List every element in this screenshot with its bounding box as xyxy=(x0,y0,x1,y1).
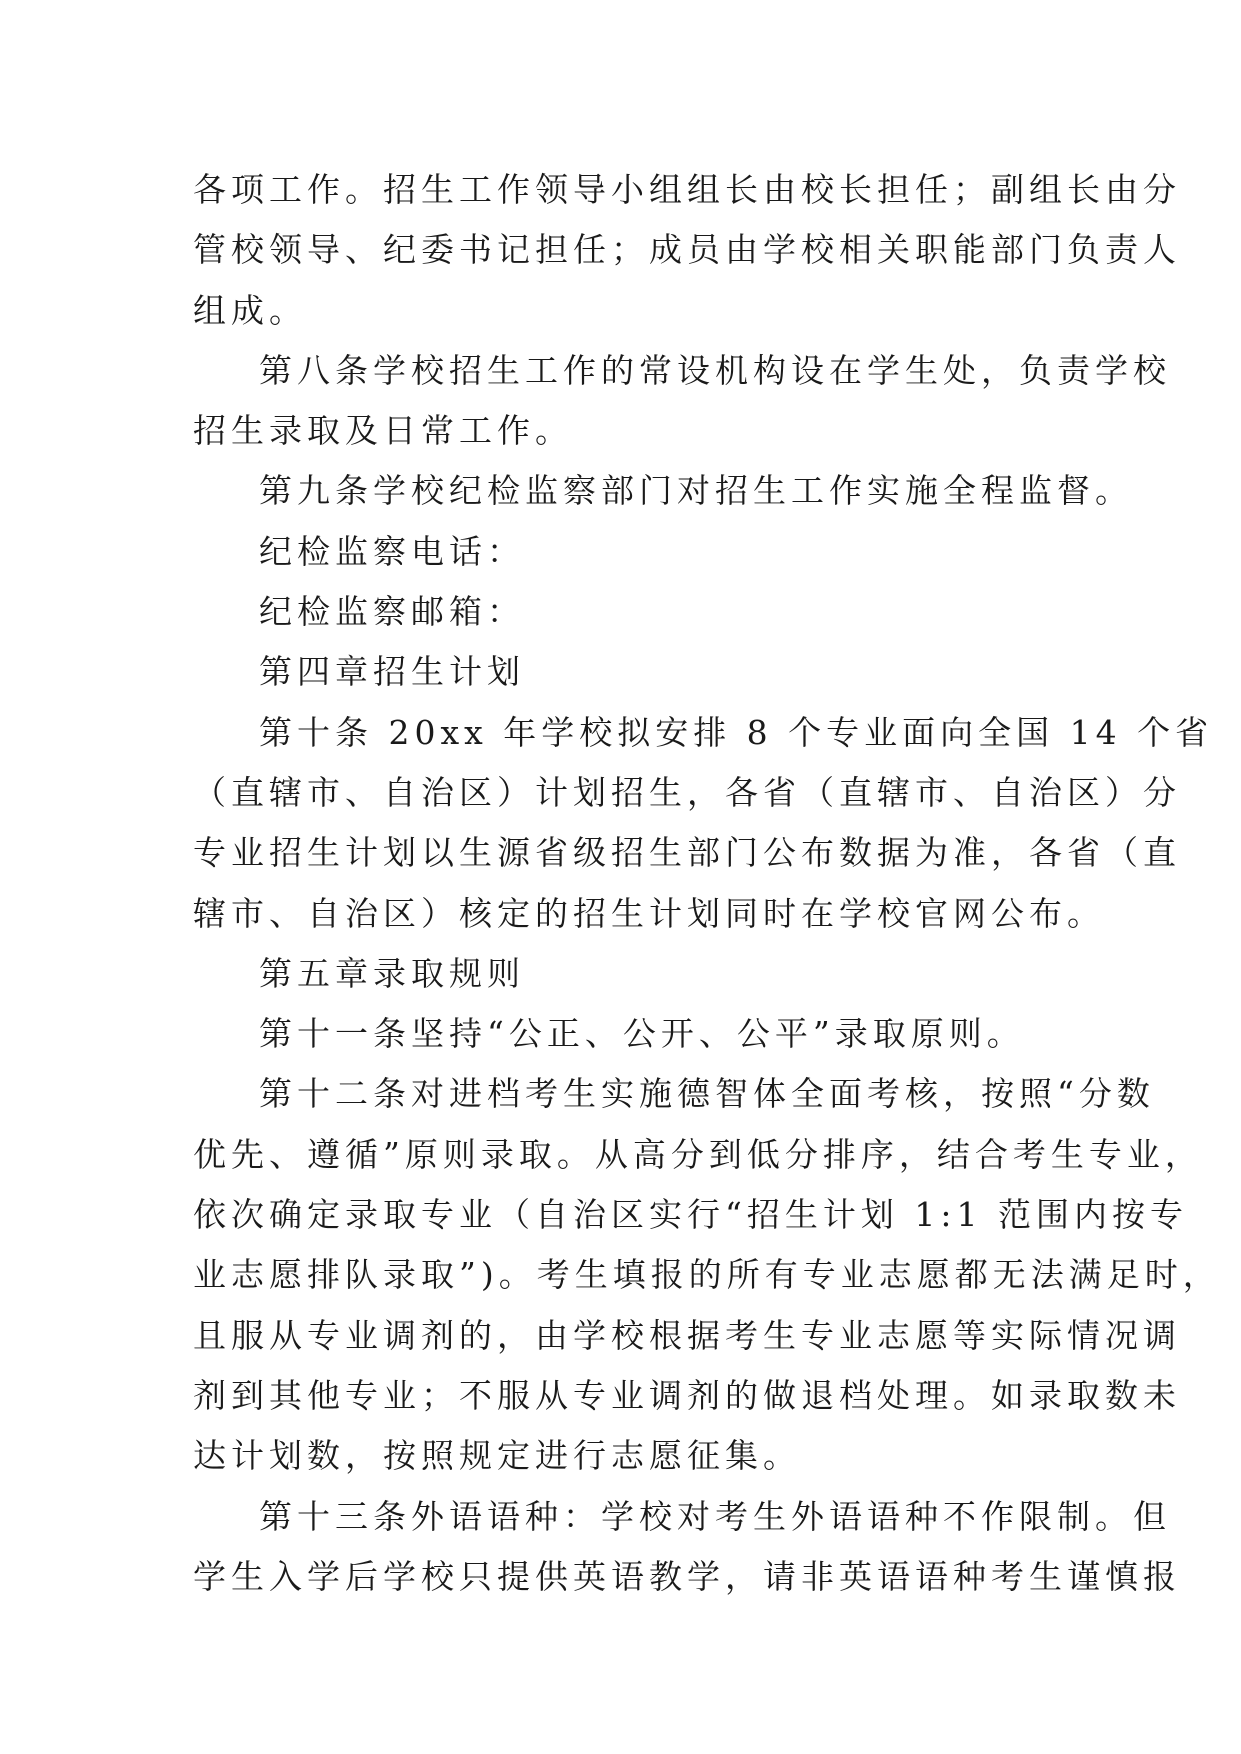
supervision-phone-line: 纪检监察电话： xyxy=(259,531,525,571)
text-line: 学生入学后学校只提供英语教学，请非英语语种考生谨慎报 xyxy=(193,1556,1181,1596)
text-line: 依次确定录取专业（自治区实行“招生计划 1:1 范围内按专 xyxy=(193,1195,1188,1235)
text-line: 且服从专业调剂的，由学校根据考生专业志愿等实际情况调 xyxy=(193,1315,1181,1355)
text-line: （直辖市、自治区）计划招生，各省（直辖市、自治区）分 xyxy=(193,772,1181,812)
supervision-email-line: 纪检监察邮箱： xyxy=(259,592,525,632)
article-9-line: 第九条学校纪检监察部门对招生工作实施全程监督。 xyxy=(259,471,1133,511)
article-8-heading-line: 第八条学校招生工作的常设机构设在学生处，负责学校 xyxy=(259,350,1171,390)
document-body xyxy=(193,160,1221,1607)
text-line: 招生录取及日常工作。 xyxy=(193,411,573,451)
text-line: 业志愿排队录取”)。考生填报的所有专业志愿都无法满足时， xyxy=(193,1255,1221,1295)
chapter-5-heading: 第五章录取规则 xyxy=(259,953,525,993)
text-line: 管校领导、纪委书记担任；成员由学校相关职能部门负责人 xyxy=(193,230,1181,270)
text-line: 优先、遵循”原则录取。从高分到低分排序，结合考生专业， xyxy=(193,1134,1203,1174)
article-10-line: 第十条 20xx 年学校拟安排 8 个专业面向全国 14 个省 xyxy=(259,712,1214,752)
article-12-line: 第十二条对进档考生实施德智体全面考核，按照“分数 xyxy=(259,1074,1155,1114)
text-line: 剂到其他专业；不服从专业调剂的做退档处理。如录取数未 xyxy=(193,1375,1181,1415)
text-line: 各项工作。招生工作领导小组组长由校长担任；副组长由分 xyxy=(193,170,1181,209)
article-11-line: 第十一条坚持“公正、公开、公平”录取原则。 xyxy=(259,1014,1025,1054)
chapter-4-heading: 第四章招生计划 xyxy=(259,652,525,692)
article-13-line: 第十三条外语语种：学校对考生外语语种不作限制。但 xyxy=(259,1496,1171,1536)
text-line: 组成。 xyxy=(193,290,307,330)
text-line: 专业招生计划以生源省级招生部门公布数据为准，各省（直 xyxy=(193,833,1181,873)
text-line: 达计划数，按照规定进行志愿征集。 xyxy=(193,1436,801,1476)
text-line: 辖市、自治区）核定的招生计划同时在学校官网公布。 xyxy=(193,893,1105,933)
